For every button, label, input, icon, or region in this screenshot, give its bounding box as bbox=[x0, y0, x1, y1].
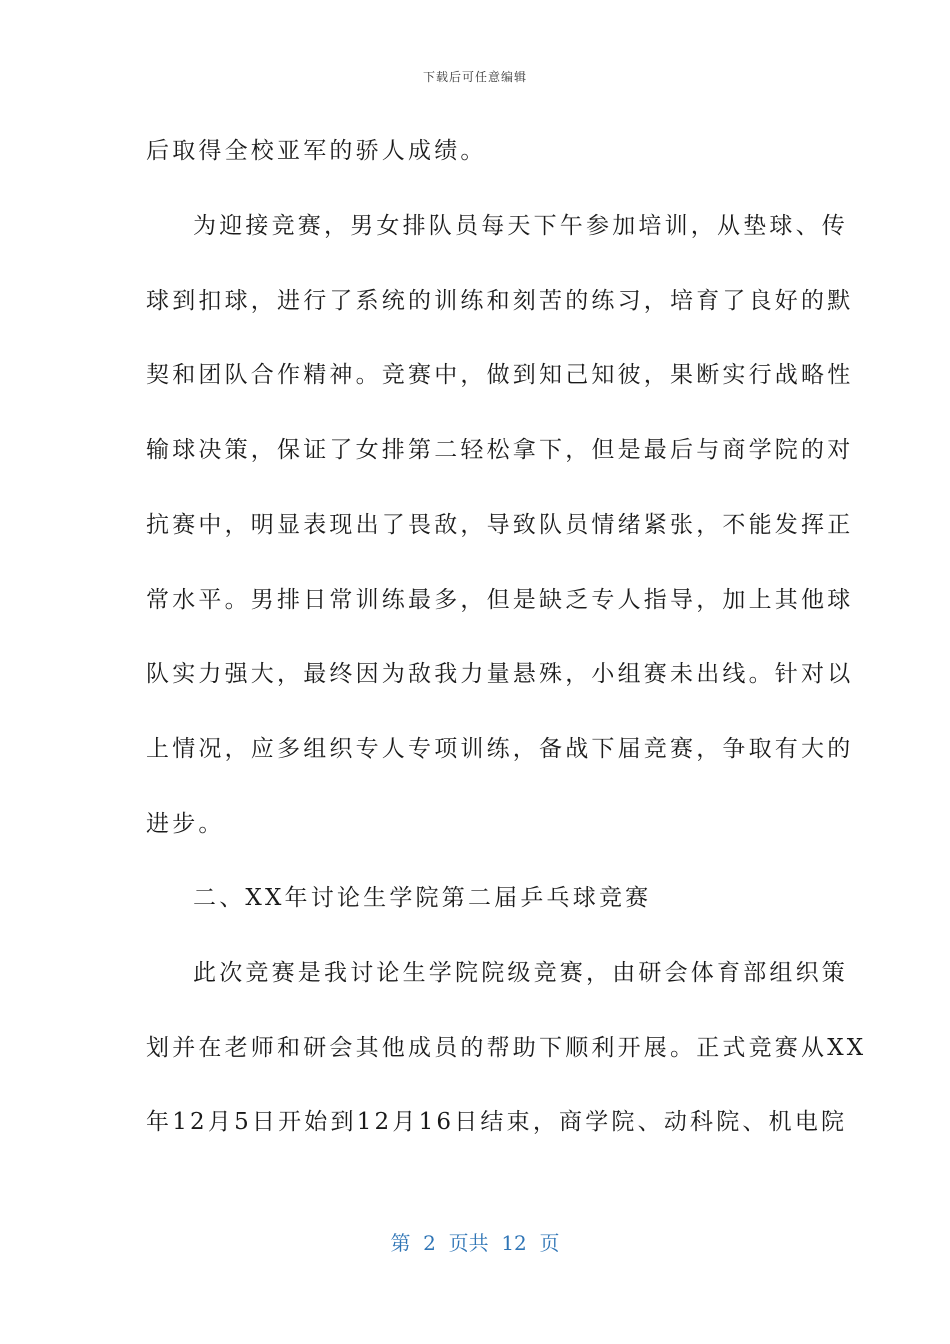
text-line: 进步。 bbox=[146, 811, 225, 837]
text-line: 队实力强大，最终因为敌我力量悬殊，小组赛未出线。针对以 bbox=[146, 661, 854, 687]
section-heading: 二、XX年讨论生学院第二届乒乓球竞赛 bbox=[193, 885, 652, 911]
header-note: 下载后可任意编辑 bbox=[422, 70, 527, 84]
paragraph-start-line: 此次竞赛是我讨论生学院院级竞赛，由研会体育部组织策 bbox=[193, 960, 848, 986]
text-line: 输球决策，保证了女排第二轻松拿下，但是最后与商学院的对 bbox=[146, 437, 854, 463]
text-line: 上情况，应多组织专人专项训练，备战下届竞赛，争取有大的 bbox=[146, 736, 854, 762]
paragraph-start-line: 为迎接竞赛，男女排队员每天下午参加培训，从垫球、传 bbox=[193, 213, 848, 239]
text-line: 球到扣球，进行了系统的训练和刻苦的练习，培育了良好的默 bbox=[146, 288, 854, 314]
text-line: 契和团队合作精神。竞赛中，做到知己知彼，果断实行战略性 bbox=[146, 362, 854, 388]
text-line: 常水平。男排日常训练最多，但是缺乏专人指导，加上其他球 bbox=[146, 587, 854, 613]
text-line: 抗赛中，明显表现出了畏敌，导致队员情绪紧张，不能发挥正 bbox=[146, 512, 854, 538]
page-number-footer: 第 2 页共 12 页 bbox=[390, 1231, 560, 1255]
text-line: 年12月5日开始到12月16日结束，商学院、动科院、机电院 bbox=[146, 1109, 848, 1135]
text-line: 划并在老师和研会其他成员的帮助下顺利开展。正式竞赛从XX bbox=[146, 1035, 867, 1061]
text-line: 后取得全校亚军的骄人成绩。 bbox=[146, 138, 487, 164]
